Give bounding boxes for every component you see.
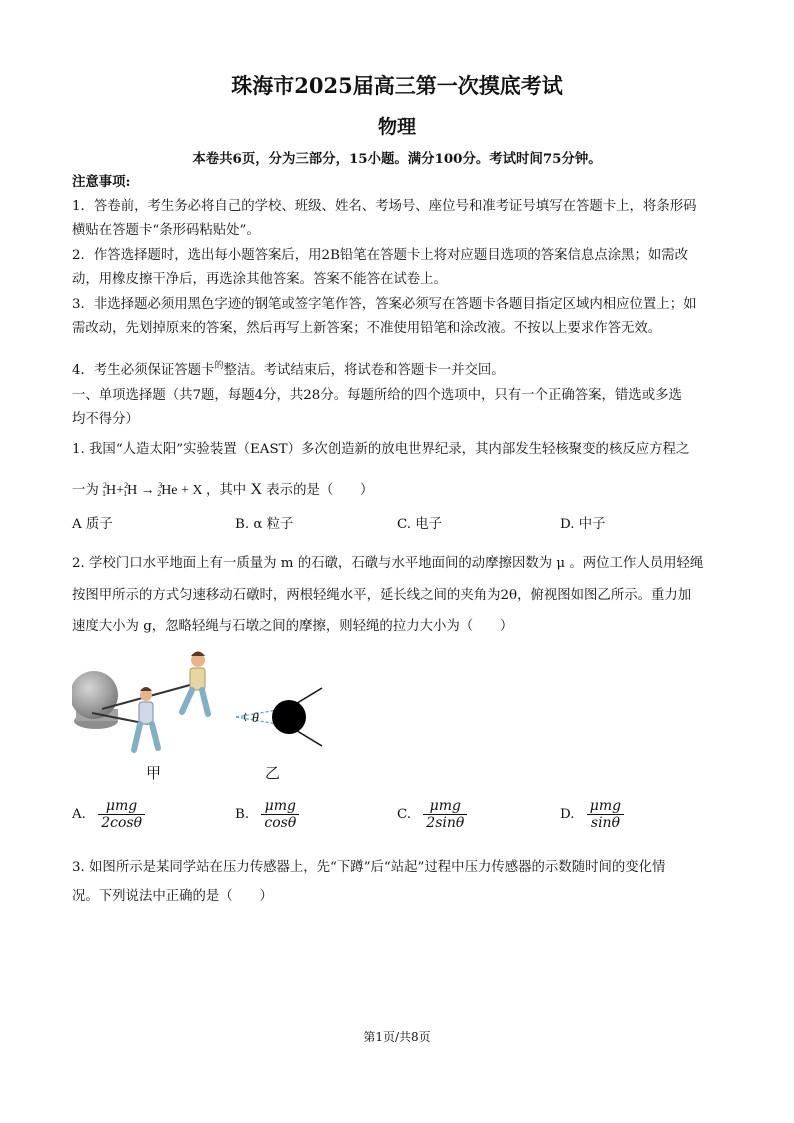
q2-stem-line-1: 2. 学校门口水平地面上有一质量为 m 的石礅，石礅与水平地面间的动摩擦因数为 μ 。两位工作人员用轻绳 xyxy=(72,556,704,571)
q1-suffix: ，其中 xyxy=(206,483,247,498)
q1-option-d: D. 中子 xyxy=(560,517,606,532)
q2-option-b-label: B. xyxy=(235,807,250,822)
q2-option-a-label: A. xyxy=(72,807,86,822)
q2-option-d-fraction xyxy=(587,798,624,831)
q3-stem-line-2: 况。下列说法中正确的是（ ） xyxy=(72,889,273,904)
q2-option-b-numerator: μmg xyxy=(261,798,299,815)
note-3-line-1: 3．非选择题必须用黑色字迹的钢笔或签字笔作答，答案必须写在答题卡各题目指定区域内相应位置上；如 xyxy=(72,297,697,312)
q1-stem-line-2 xyxy=(72,477,373,503)
q2-stem-line-2: 按图甲所示的方式匀速移动石礅时，两根轻绳水平，延长线之间的夹角为2θ，俯视图如图乙所示。重力加 xyxy=(72,588,692,603)
eq-mass-number-1: 2 xyxy=(103,481,108,490)
note-4 xyxy=(72,357,505,380)
q2-option-c-label: C. xyxy=(397,807,412,822)
q2-option-c-denominator: 2sinθ xyxy=(426,815,465,831)
page-footer: 第1页/共8页 xyxy=(363,1030,431,1044)
q2-option-b xyxy=(235,798,299,831)
q1-end: 表示的是（ ） xyxy=(266,483,374,498)
note-4-part-2: 整洁。考试结束后，将试卷和答题卡一并交回。 xyxy=(223,363,505,378)
q3-stem-line-1: 3. 如图所示是某同学站在压力传感器上，先“下蹲”后“站起”过程中压力传感器的示数随时间的变化情 xyxy=(72,860,666,875)
q2-option-c-numerator: μmg xyxy=(423,798,467,815)
note-4-part-1: 4．考生必须保证答题卡 xyxy=(72,363,215,378)
q1-prefix: 一为 xyxy=(72,483,99,498)
theta-angle-label: θ xyxy=(252,711,259,726)
q1-option-a: A 质子 xyxy=(72,517,113,532)
eq-atomic-number-2: 1 xyxy=(123,489,128,498)
subject-title: 物理 xyxy=(377,116,416,138)
figure-jia-label: 甲 xyxy=(146,764,162,782)
q2-option-d-numerator: μmg xyxy=(587,798,624,815)
eq-term-3: He + X xyxy=(161,483,203,498)
note-1-line-1: 1．答卷前，考生务必将自己的学校、班级、姓名、考场号、座位号和准考证号填写在答题卡上，将条形码 xyxy=(72,199,697,214)
figure-yi-top-view xyxy=(232,680,327,755)
q2-option-d xyxy=(560,798,624,831)
eq-term-2: H → xyxy=(127,483,155,498)
q2-option-c xyxy=(397,798,467,831)
q2-stem-line-3: 速度大小为 g，忽略轻绳与石墩之间的摩擦，则轻绳的拉力大小为（ ） xyxy=(72,619,514,634)
q2-option-b-fraction xyxy=(261,798,299,831)
exam-summary: 本卷共6页，分为三部分，15小题。满分100分。考试时间75分钟。 xyxy=(192,151,602,167)
eq-term-1: H+ xyxy=(106,483,125,498)
note-2-line-1: 2．作答选择题时，选出每小题答案后，用2B铅笔在答题卡上将对应题目选项的答案信息点涂黑；如需改 xyxy=(72,248,689,263)
notes-heading: 注意事项: xyxy=(72,174,131,190)
note-1-line-2: 横贴在答题卡“条形码粘贴处”。 xyxy=(72,223,260,238)
note-4-superscript: 的 xyxy=(214,361,224,371)
note-3-line-2: 需改动，先划掉原来的答案，然后再写上新答案；不准使用铅笔和涂改液。不按以上要求作答无效。 xyxy=(72,321,662,336)
eq-mass-number-2: 2 xyxy=(124,481,129,490)
eq-mass-number-3: 3 xyxy=(158,481,163,490)
q2-option-a-denominator: 2cosθ xyxy=(101,815,142,831)
q2-option-a-numerator: μmg xyxy=(98,798,145,815)
q2-option-a xyxy=(72,798,145,831)
q2-option-b-denominator: cosθ xyxy=(264,815,297,831)
q2-option-d-label: D. xyxy=(560,807,575,822)
q1-option-b: B. α 粒子 xyxy=(235,517,294,532)
eq-atomic-number-3: 2 xyxy=(157,489,162,498)
section-1-heading-line-1: 一、单项选择题（共7题，每题4分，共28分。每题所给的四个选项中，只有一个正确答案，错选或多选 xyxy=(72,388,682,403)
section-1-heading-line-2: 均不得分） xyxy=(72,412,139,427)
exam-title: 珠海市2025届高三第一次摸底考试 xyxy=(231,73,563,98)
q1-option-c: C. 电子 xyxy=(397,517,443,532)
figure-yi-label: 乙 xyxy=(265,764,281,782)
q2-option-a-fraction xyxy=(98,798,145,831)
note-2-line-2: 动，用橡皮擦干净后，再选涂其他答案。答案不能答在试卷上。 xyxy=(72,272,447,287)
q2-option-d-denominator: sinθ xyxy=(590,815,620,831)
q2-option-c-fraction xyxy=(423,798,467,831)
figure-jia-illustration xyxy=(72,645,242,760)
q1-stem-line-1: 1. 我国“人造太阳”实验装置（EAST）多次创造新的放电世界纪录，其内部发生轻核聚变的核反应方程之 xyxy=(72,442,690,457)
q1-equation xyxy=(103,483,206,498)
eq-atomic-number-1: 1 xyxy=(102,489,107,498)
q1-x-symbol: X xyxy=(250,481,263,498)
